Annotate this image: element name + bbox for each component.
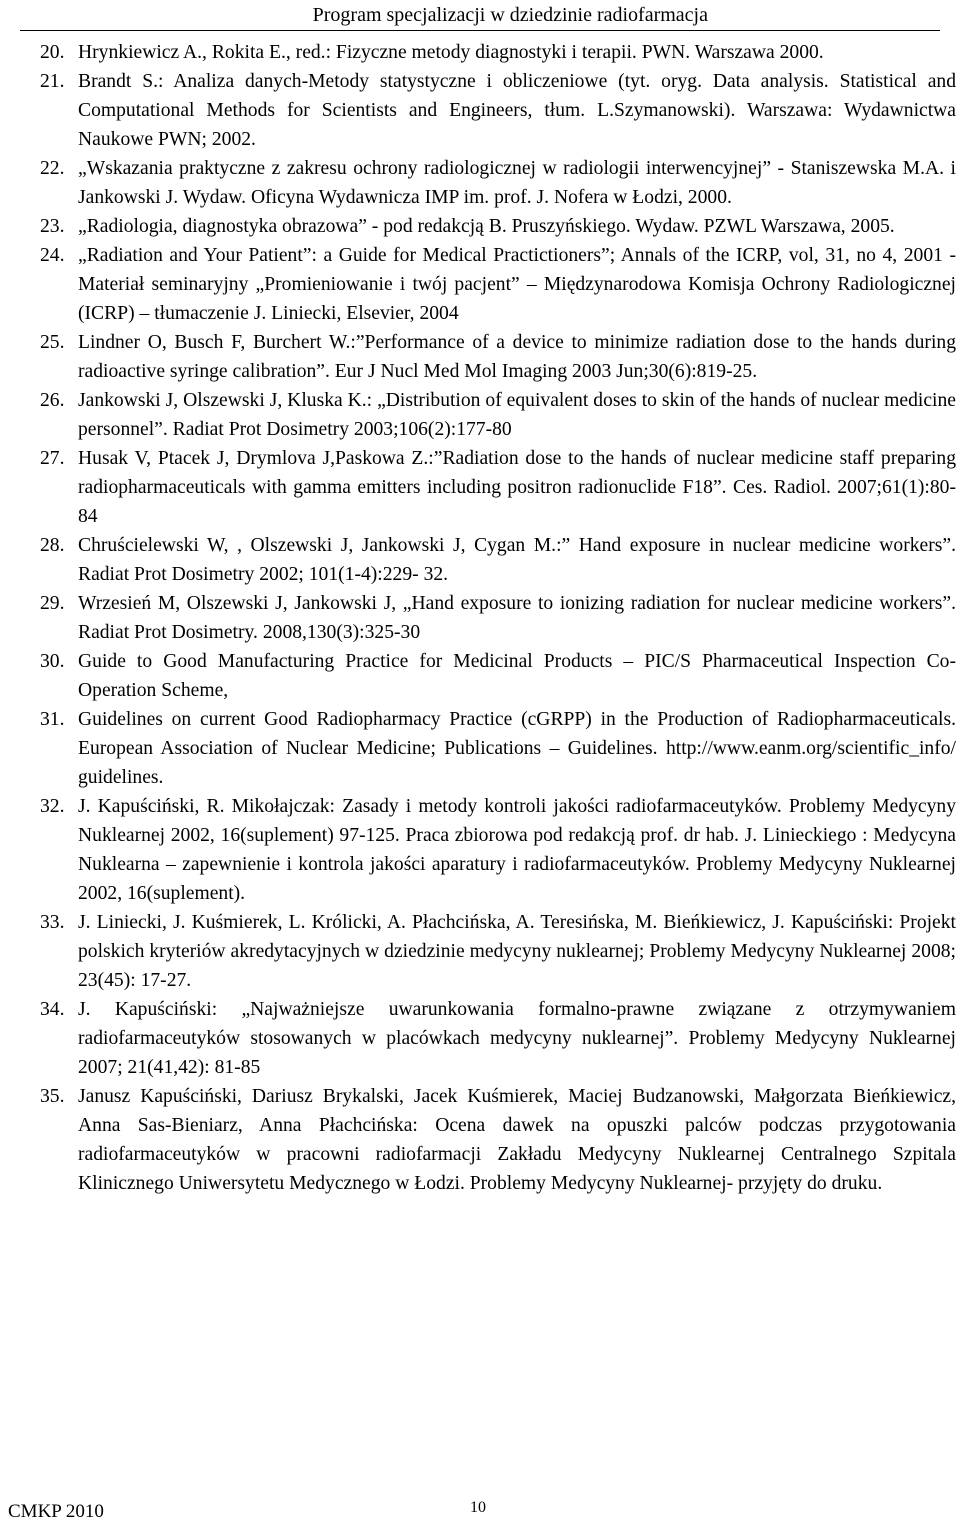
reference-number: 32. [40, 796, 65, 817]
reference-text: „Wskazania praktyczne z zakresu ochrony radiologicznej w radiologii interwencyjnej” - Staniszewska M.A. i Jankowski J. Wydaw. Oficyna Wydawnicza IMP im. prof. J. Nofera w Łodzi, 2000. [78, 158, 956, 208]
reference-number: 22. [40, 158, 65, 179]
reference-item [40, 705, 956, 792]
reference-number: 24. [40, 245, 65, 266]
reference-item [40, 386, 956, 444]
reference-item [40, 154, 956, 212]
reference-item [40, 328, 956, 386]
reference-item [40, 995, 956, 1082]
reference-text: Hrynkiewicz A., Rokita E., red.: Fizyczne metody diagnostyki i terapii. PWN. Warszawa 2000. [78, 42, 824, 63]
footer-label: CMKP 2010 [8, 1501, 104, 1522]
reference-number: 26. [40, 390, 65, 411]
reference-text: J. Kapuściński, R. Mikołajczak: Zasady i metody kontroli jakości radiofarmaceutyków. Problemy Medycyny Nuklearnej 2002, 16(suplement) 97-125. Praca zbiorowa pod redakcją prof. dr hab. J. Linieckiego : Medycyna Nuklearna – zapewnienie i kontrola jakości aparatury i radiofarmaceutyków. Problemy Medycyny Nuklearnej 2002, 16(suplement). [78, 796, 956, 904]
reference-number: 29. [40, 593, 65, 614]
reference-number: 34. [40, 999, 65, 1020]
reference-text: Guidelines on current Good Radiopharmacy Practice (cGRPP) in the Production of Radiopharmaceuticals. European Association of Nuclear Medicine; Publications – Guidelines. http://www.eanm.org/scientific_info/ guidelines. [78, 709, 956, 788]
reference-number: 33. [40, 912, 65, 933]
page-number: 10 [470, 1499, 486, 1516]
reference-text: J. Kapuściński: „Najważniejsze uwarunkowania formalno-prawne związane z otrzymywaniem radiofarmaceutyków stosowanych w placówkach medycyny nuklearnej”. Problemy Medycyny Nuklearnej 2007; 21(41,42): 81-85 [78, 999, 956, 1078]
reference-text: „Radiation and Your Patient”: a Guide for Medical Practictioners”; Annals of the ICRP, vol, 31, no 4, 2001 - Materiał seminaryjny „Promieniowanie i twój pacjent” – Międzynarodowa Komisja Ochrony Radiologicznej (ICRP) – tłumaczenie J. Liniecki, Elsevier, 2004 [78, 245, 956, 324]
reference-text: Lindner O, Busch F, Burchert W.:”Performance of a device to minimize radiation dose to the hands during radioactive syringe calibration”. Eur J Nucl Med Mol Imaging 2003 Jun;30(6):819-25. [78, 332, 956, 382]
reference-number: 20. [40, 42, 65, 63]
reference-number: 27. [40, 448, 65, 469]
reference-item [40, 908, 956, 995]
reference-item [40, 38, 956, 67]
reference-text: Jankowski J, Olszewski J, Kluska K.: „Distribution of equivalent doses to skin of the hands of nuclear medicine personnel”. Radiat Prot Dosimetry 2003;106(2):177-80 [78, 390, 956, 440]
reference-text: Husak V, Ptacek J, Drymlova J,Paskowa Z.:”Radiation dose to the hands of nuclear medicine staff preparing radiopharmaceuticals with gamma emitters including positron radionuclide F18”. Ces. Radiol. 2007;61(1):80-84 [78, 448, 956, 527]
reference-number: 23. [40, 216, 65, 237]
reference-item [40, 444, 956, 531]
reference-text: Wrzesień M, Olszewski J, Jankowski J, „Hand exposure to ionizing radiation for nuclear medicine workers”. Radiat Prot Dosimetry. 2008,130(3):325-30 [78, 593, 956, 643]
reference-item [40, 589, 956, 647]
reference-number: 25. [40, 332, 65, 353]
reference-list [40, 38, 956, 1198]
reference-text: Guide to Good Manufacturing Practice for Medicinal Products – PIC/S Pharmaceutical Inspection Co-Operation Scheme, [78, 651, 956, 701]
reference-text: Janusz Kapuściński, Dariusz Brykalski, Jacek Kuśmierek, Maciej Budzanowski, Małgorzata Bieńkiewicz, Anna Sas-Bieniarz, Anna Płachcińska: Ocena dawek na opuszki palców podczas przygotowania radiofarmaceutyków w pracowni radiofarmacji Zakładu Medycyny Nuklearnej Centralnego Szpitala Klinicznego Uniwersytetu Medycznego w Łodzi. Problemy Medycyny Nuklearnej- przyjęty do druku. [78, 1086, 956, 1194]
header-rule [20, 30, 940, 31]
reference-number: 30. [40, 651, 65, 672]
reference-number: 31. [40, 709, 65, 730]
reference-item [40, 647, 956, 705]
reference-number: 35. [40, 1086, 65, 1107]
reference-item [40, 531, 956, 589]
reference-text: Brandt S.: Analiza danych-Metody statystyczne i obliczeniowe (tyt. oryg. Data analysis. Statistical and Computational Methods for Scientists and Engineers, tłum. L.Szymanowski). Warszawa: Wydawnictwa Naukowe PWN; 2002. [78, 71, 956, 150]
reference-item [40, 212, 956, 241]
running-header: Program specjalizacji w dziedzinie radiofarmacja [312, 4, 708, 26]
reference-number: 28. [40, 535, 65, 556]
reference-text: J. Liniecki, J. Kuśmierek, L. Królicki, A. Płachcińska, A. Teresińska, M. Bieńkiewicz, J. Kapuściński: Projekt polskich kryteriów akredytacyjnych w dziedzinie medycyny nuklearnej; Problemy Medycyny Nuklearnej 2008; 23(45): 17-27. [78, 912, 956, 991]
reference-number: 21. [40, 71, 65, 92]
reference-item [40, 792, 956, 908]
reference-item [40, 241, 956, 328]
reference-item [40, 1082, 956, 1198]
reference-text: Chruścielewski W, , Olszewski J, Jankowski J, Cygan M.:” Hand exposure in nuclear medicine workers”. Radiat Prot Dosimetry 2002; 101(1-4):229- 32. [78, 535, 956, 585]
reference-text: „Radiologia, diagnostyka obrazowa” - pod redakcją B. Pruszyńskiego. Wydaw. PZWL Warszawa, 2005. [78, 216, 895, 237]
reference-item [40, 67, 956, 154]
